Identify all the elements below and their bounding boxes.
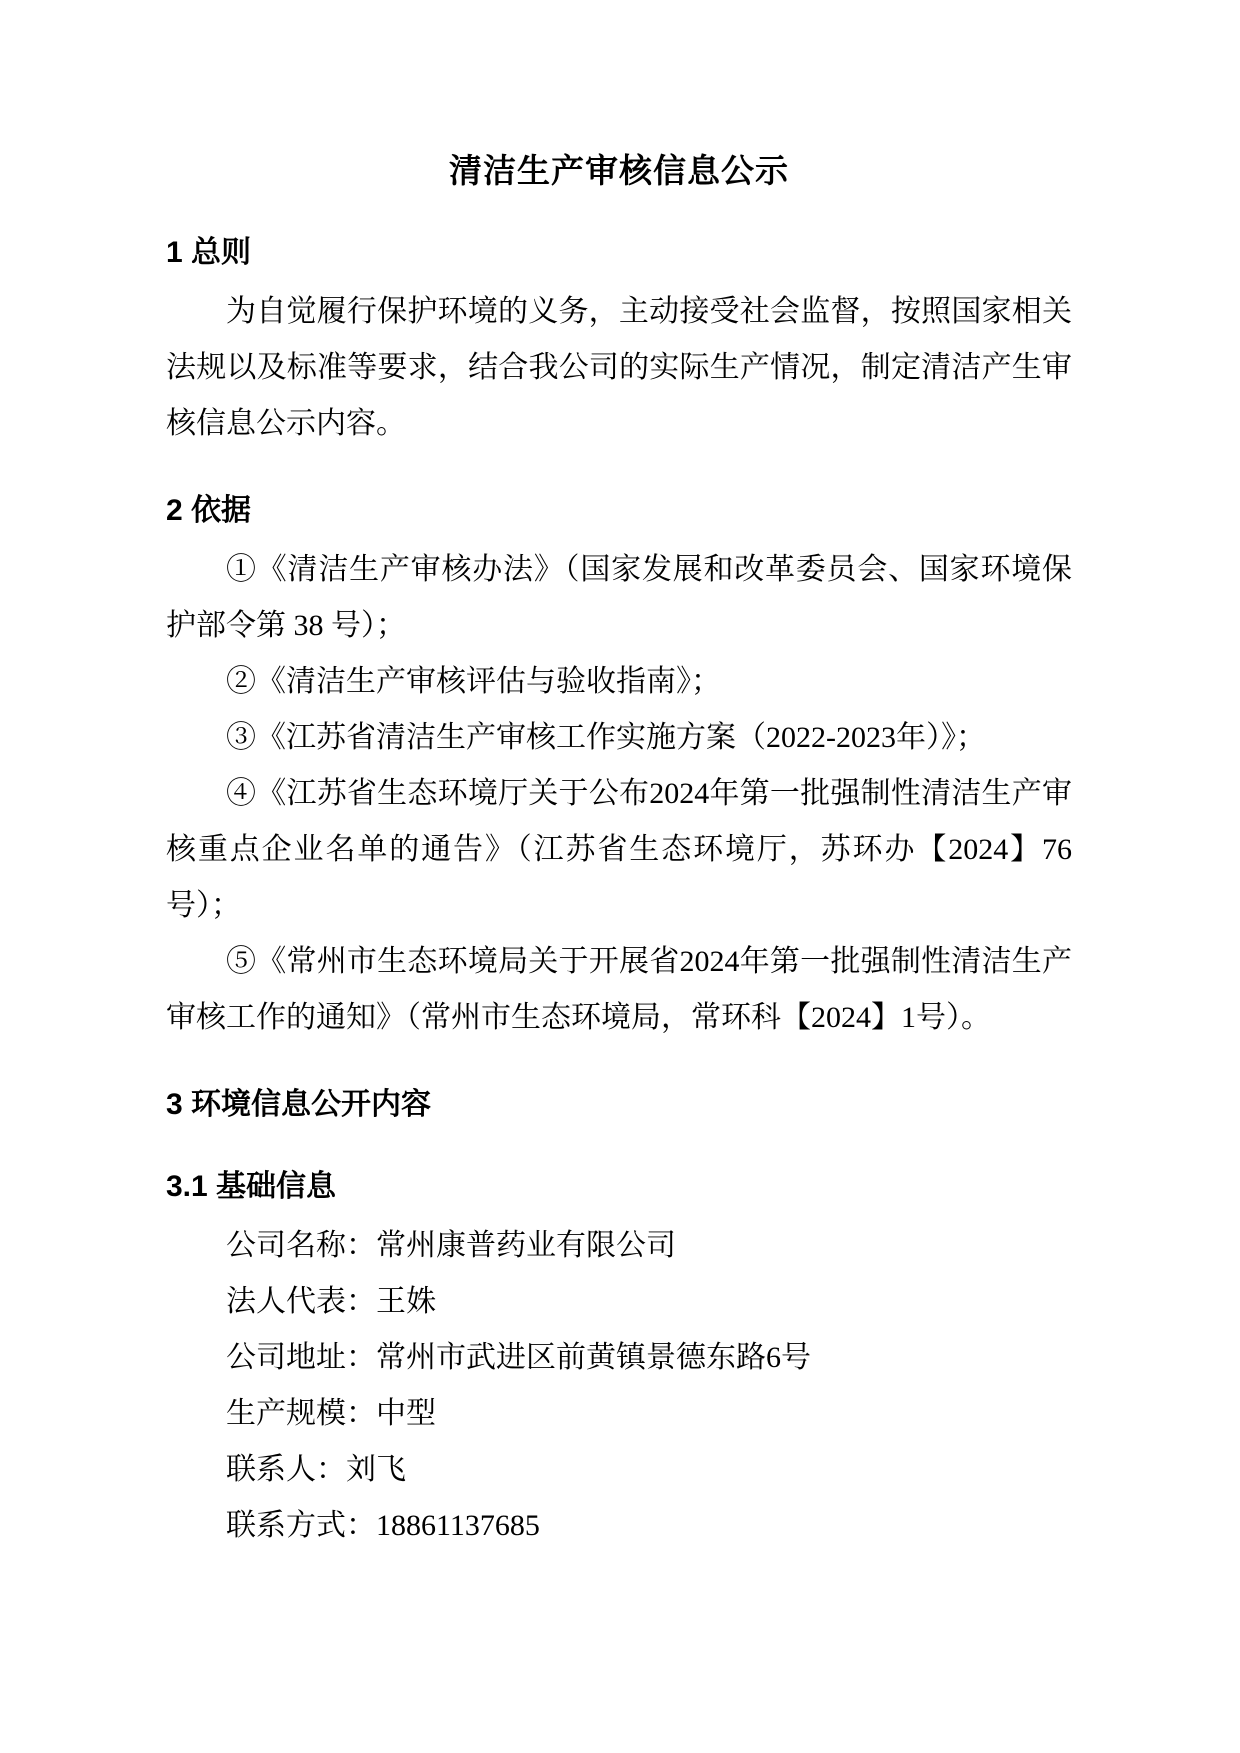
section-1-heading: 1 总则 [166, 236, 252, 269]
section-1-paragraph: 为自觉履行保护环境的义务，主动接受社会监督，按照国家相关法规以及标准等要求，结合我公司的实际生产情况，制定清洁产生审核信息公示内容。 [166, 295, 1072, 440]
contact-person-line: 联系人：刘飞 [226, 1453, 406, 1486]
section-3-1-heading: 3.1 基础信息 [166, 1170, 337, 1203]
contact-phone-line: 联系方式：18861137685 [226, 1509, 540, 1542]
section-3-heading: 3 环境信息公开内容 [166, 1088, 432, 1121]
basis-item-4: ④《江苏省生态环境厅关于公布2024年第一批强制性清洁生产审核重点企业名单的通告》（江苏省生态环境厅，苏环办【2024】76号）； [166, 777, 1072, 922]
legal-representative-line: 法人代表：王姝 [226, 1285, 436, 1318]
company-name-line: 公司名称：常州康普药业有限公司 [226, 1229, 676, 1262]
basis-item-2: ②《清洁生产审核评估与验收指南》； [226, 665, 721, 698]
section-2-heading: 2 依据 [166, 494, 252, 527]
production-scale-line: 生产规模：中型 [226, 1397, 436, 1430]
document-title: 清洁生产审核信息公示 [449, 152, 789, 189]
company-address-line: 公司地址：常州市武进区前黄镇景德东路6号 [226, 1341, 811, 1374]
basis-item-3: ③《江苏省清洁生产审核工作实施方案（2022-2023年）》； [226, 721, 986, 754]
basis-item-5: ⑤《常州市生态环境局关于开展省2024年第一批强制性清洁生产审核工作的通知》（常州市生态环境局，常环科【2024】1号）。 [166, 945, 1072, 1034]
basis-item-1: ①《清洁生产审核办法》（国家发展和改革委员会、国家环境保护部令第 38 号）； [166, 553, 1072, 642]
